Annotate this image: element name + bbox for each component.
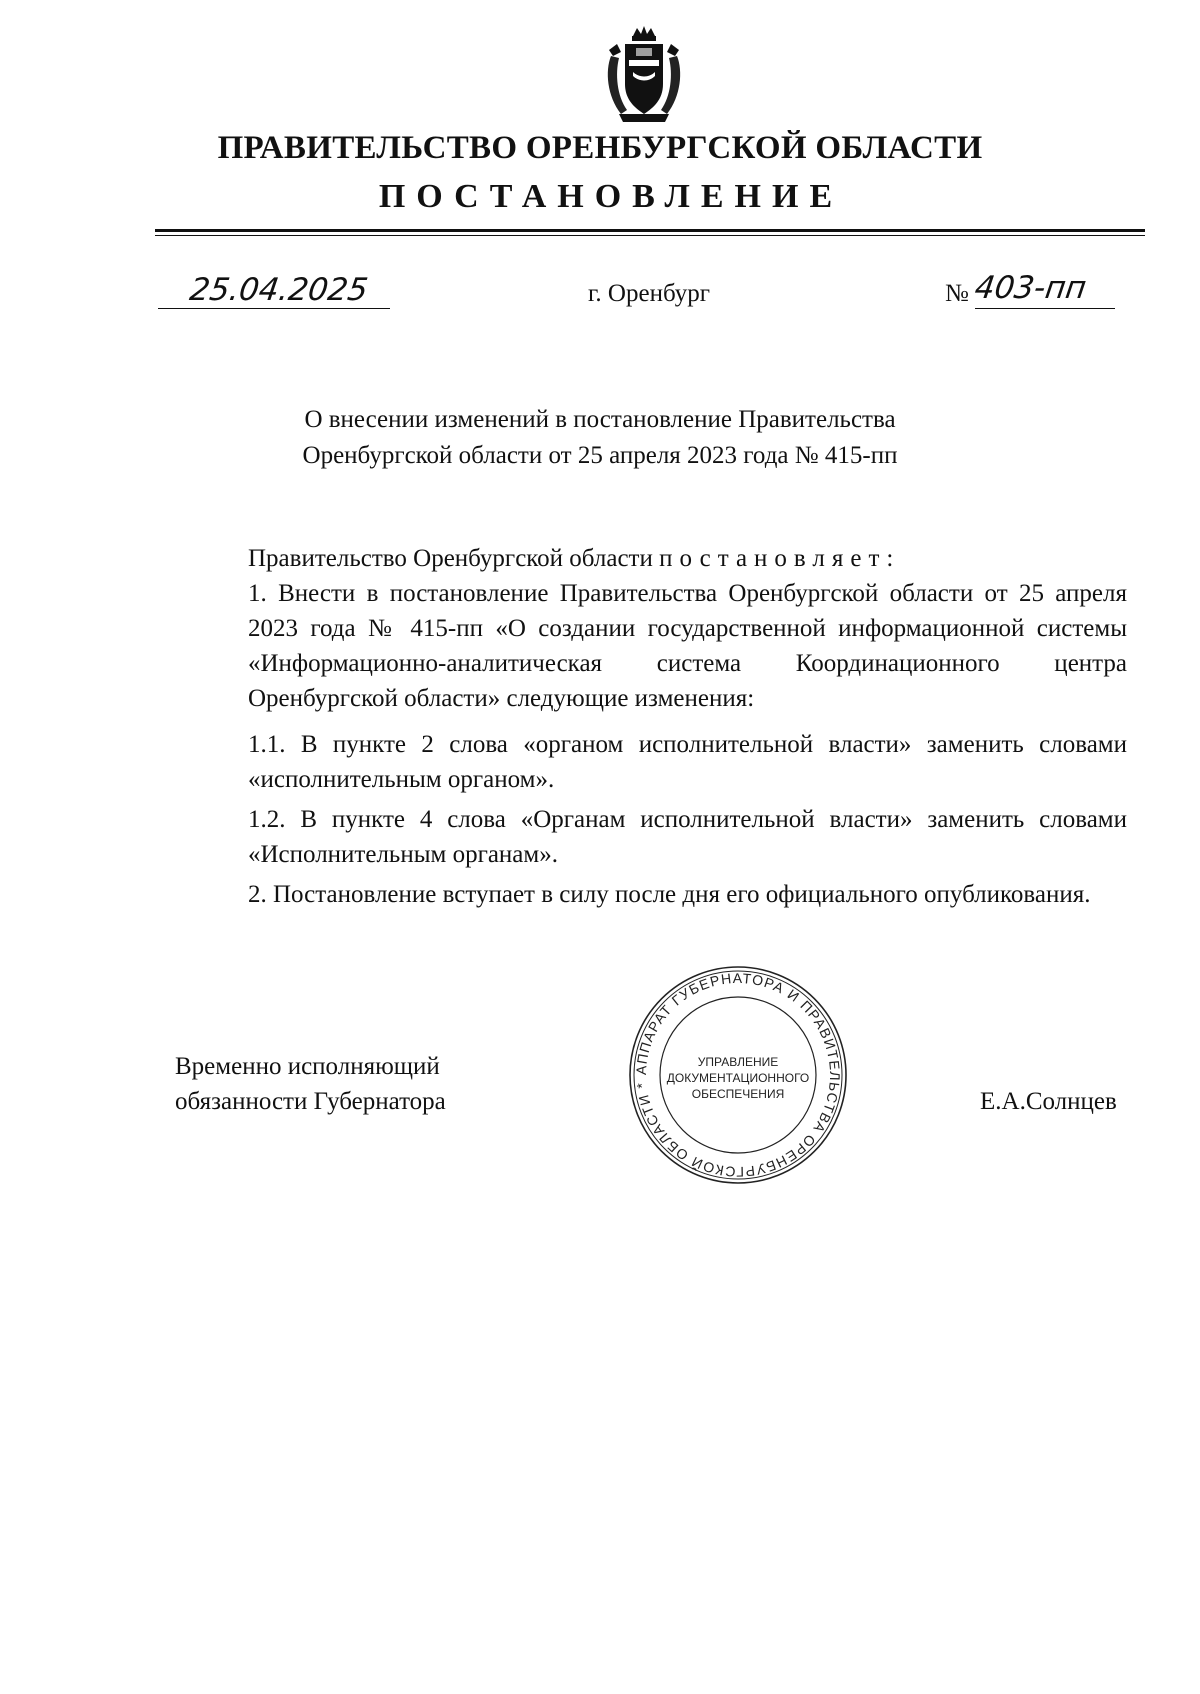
paragraph-2-text: 2. Постановление вступает в силу после дня его официального опубликования.: [248, 881, 1091, 908]
document-city: г. Оренбург: [588, 280, 710, 307]
subject-line-1: О внесении изменений в постановление Правительства: [304, 406, 896, 433]
preamble-emphasis: постановляет:: [659, 545, 901, 572]
paragraph-1: [175, 576, 1127, 716]
date-underline: [158, 308, 390, 309]
paragraph-2: [175, 877, 1127, 912]
document-number: 403-пп: [972, 270, 1089, 306]
paragraph-1-2-text: 1.2. В пункте 4 слова «Органам исполнительной власти» заменить словами «Исполнительным органам».: [248, 806, 1127, 868]
stamp-center-line-2: ДОКУМЕНТАЦИОННОГО: [666, 1071, 810, 1085]
document-date: 25.04.2025: [187, 272, 371, 308]
number-underline: [975, 308, 1115, 309]
preamble-lead: Правительство Оренбургской области: [248, 545, 660, 572]
paragraph-1-text: 1. Внести в постановление Правительства Оренбургской области от 25 апреля 2023 года № 415-пп «О создании государственной информационной системы «Информационно-аналитическая система Координационного центра Оренбургской области» следующие изменения:: [248, 580, 1127, 712]
official-stamp: [625, 962, 851, 1188]
signer-position-line-2: обязанности Губернатора: [175, 1088, 446, 1115]
signer-position-line-1: Временно исполняющий: [175, 1053, 440, 1080]
coat-of-arms-emblem: [603, 26, 685, 126]
paragraph-1-1: [175, 727, 1127, 797]
header-rule-thick: [155, 229, 1145, 232]
paragraph-1-2: [175, 802, 1127, 872]
stamp-center-line-1: УПРАВЛЕНИЕ: [697, 1055, 779, 1069]
document-type-title: ПОСТАНОВЛЕНИЕ: [378, 178, 844, 215]
number-sign: №: [945, 280, 969, 307]
subject-line-2: Оренбургской области от 25 апреля 2023 года № 415-пп: [302, 442, 898, 469]
signer-name: Е.А.Солнцев: [980, 1088, 1117, 1115]
stamp-center-line-3: ОБЕСПЕЧЕНИЯ: [691, 1087, 785, 1101]
paragraph-1-1-text: 1.1. В пункте 2 слова «органом исполнительной власти» заменить словами «исполнительным органом».: [248, 731, 1127, 793]
header-rule-thin: [155, 235, 1145, 236]
organization-title: ПРАВИТЕЛЬСТВО ОРЕНБУРГСКОЙ ОБЛАСТИ: [217, 130, 983, 166]
stamp-ring-text: АППАРАТ ГУБЕРНАТОРА И ПРАВИТЕЛЬСТВА ОРЕНБУРГСКОЙ ОБЛАСТИ *: [632, 969, 844, 1181]
preamble: [248, 541, 900, 576]
